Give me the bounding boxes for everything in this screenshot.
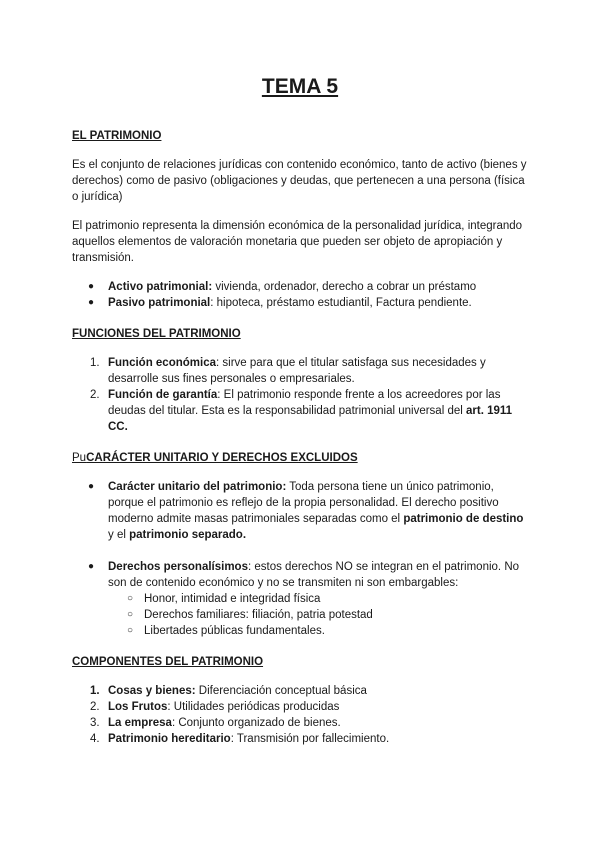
sub-list-item [72, 607, 532, 623]
bullet-list-caracter [72, 479, 532, 639]
definition: : Conjunto organizado de bienes. [171, 717, 341, 729]
term: La empresa [108, 717, 172, 729]
term: Pasivo patrimonial [108, 297, 211, 309]
bullet-icon: ● [88, 481, 95, 492]
paragraph-dimension: El patrimonio representa la dimensión económica de la personalidad jurídica, integrando aquellos elementos de valoración monetaria que pueden ser objeto de apropiación y transmisión. [72, 220, 523, 264]
circle-bullet-icon: ○ [127, 609, 134, 620]
numbered-list-funciones [72, 355, 532, 435]
bullet-icon: ● [88, 561, 95, 572]
term: Cosas y bienes: [108, 685, 196, 697]
definition: Diferenciación conceptual básica [195, 685, 367, 697]
bullet-icon: ● [88, 281, 95, 292]
list-number: 2. [90, 389, 100, 401]
list-item [72, 559, 532, 639]
definition: y el [108, 529, 130, 541]
list-item [72, 355, 532, 387]
term: Función de garantía [108, 389, 218, 401]
definition: : hipoteca, préstamo estudiantil, Factura pendiente. [210, 297, 472, 309]
bullet-list-activo-pasivo [72, 279, 532, 311]
list-item [72, 683, 532, 699]
list-number: 2. [90, 701, 100, 713]
definition: : El patrimonio responde frente a los acreedores por las deudas del titular. Esta es la responsabilidad patrimonial universal del [108, 389, 501, 417]
term: Los Frutos [108, 701, 168, 713]
list-number: 1. [90, 685, 100, 697]
bold-term: patrimonio de destino [403, 513, 524, 525]
circle-bullet-icon: ○ [127, 625, 134, 636]
heading-funciones: FUNCIONES DEL PATRIMONIO [72, 328, 241, 340]
numbered-list-componentes [72, 683, 532, 747]
list-item [72, 699, 532, 715]
bold-term: patrimonio separado. [129, 529, 247, 541]
list-item [72, 731, 532, 747]
paragraph-definition: Es el conjunto de relaciones jurídicas con contenido económico, tanto de activo (bienes y derechos) como de pasivo (obligaciones y deudas, que pertenecen a una persona (física o jurídica) [72, 159, 527, 203]
term: Carácter unitario del patrimonio: [108, 481, 287, 493]
heading-componentes: COMPONENTES DEL PATRIMONIO [72, 656, 264, 668]
sub-item-text: Derechos familiares: filiación, patria potestad [144, 609, 373, 621]
sub-item-text: Honor, intimidad e integridad física [144, 593, 321, 605]
bullet-icon: ● [88, 297, 95, 308]
term: Derechos personalísimos [108, 561, 248, 573]
sub-list [72, 591, 532, 639]
list-spacer [72, 543, 532, 559]
page-title: TEMA 5 [261, 75, 339, 98]
article-reference: art. 1911 CC. [108, 405, 513, 433]
heading-text: CARÁCTER UNITARIO Y DERECHOS EXCLUIDOS [86, 452, 358, 464]
list-item [72, 279, 532, 295]
list-number: 1. [90, 357, 100, 369]
list-number: 3. [90, 717, 100, 729]
sub-list-item [72, 623, 532, 639]
list-item [72, 479, 532, 543]
list-number: 4. [90, 733, 100, 745]
list-item [72, 715, 532, 731]
definition: : sirve para que el titular satisfaga sus necesidades y desarrolle sus fines personales o empresariales. [108, 357, 486, 385]
definition: Toda persona tiene un único patrimonio, porque el patrimonio es reflejo de la propia personalidad. El derecho positivo moderno admite masas patrimoniales separadas como el [108, 481, 499, 525]
circle-bullet-icon: ○ [127, 593, 134, 604]
list-item [72, 387, 532, 435]
definition: : Utilidades periódicas producidas [167, 701, 340, 713]
heading-prefix: Pu [72, 452, 87, 464]
definition: : estos derechos NO se integran en el patrimonio. No son de contenido económico y no se transmiten ni son embargables: [108, 561, 520, 589]
term: Activo patrimonial: [108, 281, 213, 293]
sub-list-item [72, 591, 532, 607]
definition: vivienda, ordenador, derecho a cobrar un préstamo [212, 281, 477, 293]
list-item [72, 295, 532, 311]
heading-caracter-unitario [72, 450, 532, 466]
document-body [72, 128, 532, 747]
term: Patrimonio hereditario [108, 733, 231, 745]
sub-item-text: Libertades públicas fundamentales. [144, 625, 325, 637]
term: Función económica [108, 357, 216, 369]
definition: : Transmisión por fallecimiento. [230, 733, 390, 745]
heading-el-patrimonio: EL PATRIMONIO [72, 130, 162, 142]
